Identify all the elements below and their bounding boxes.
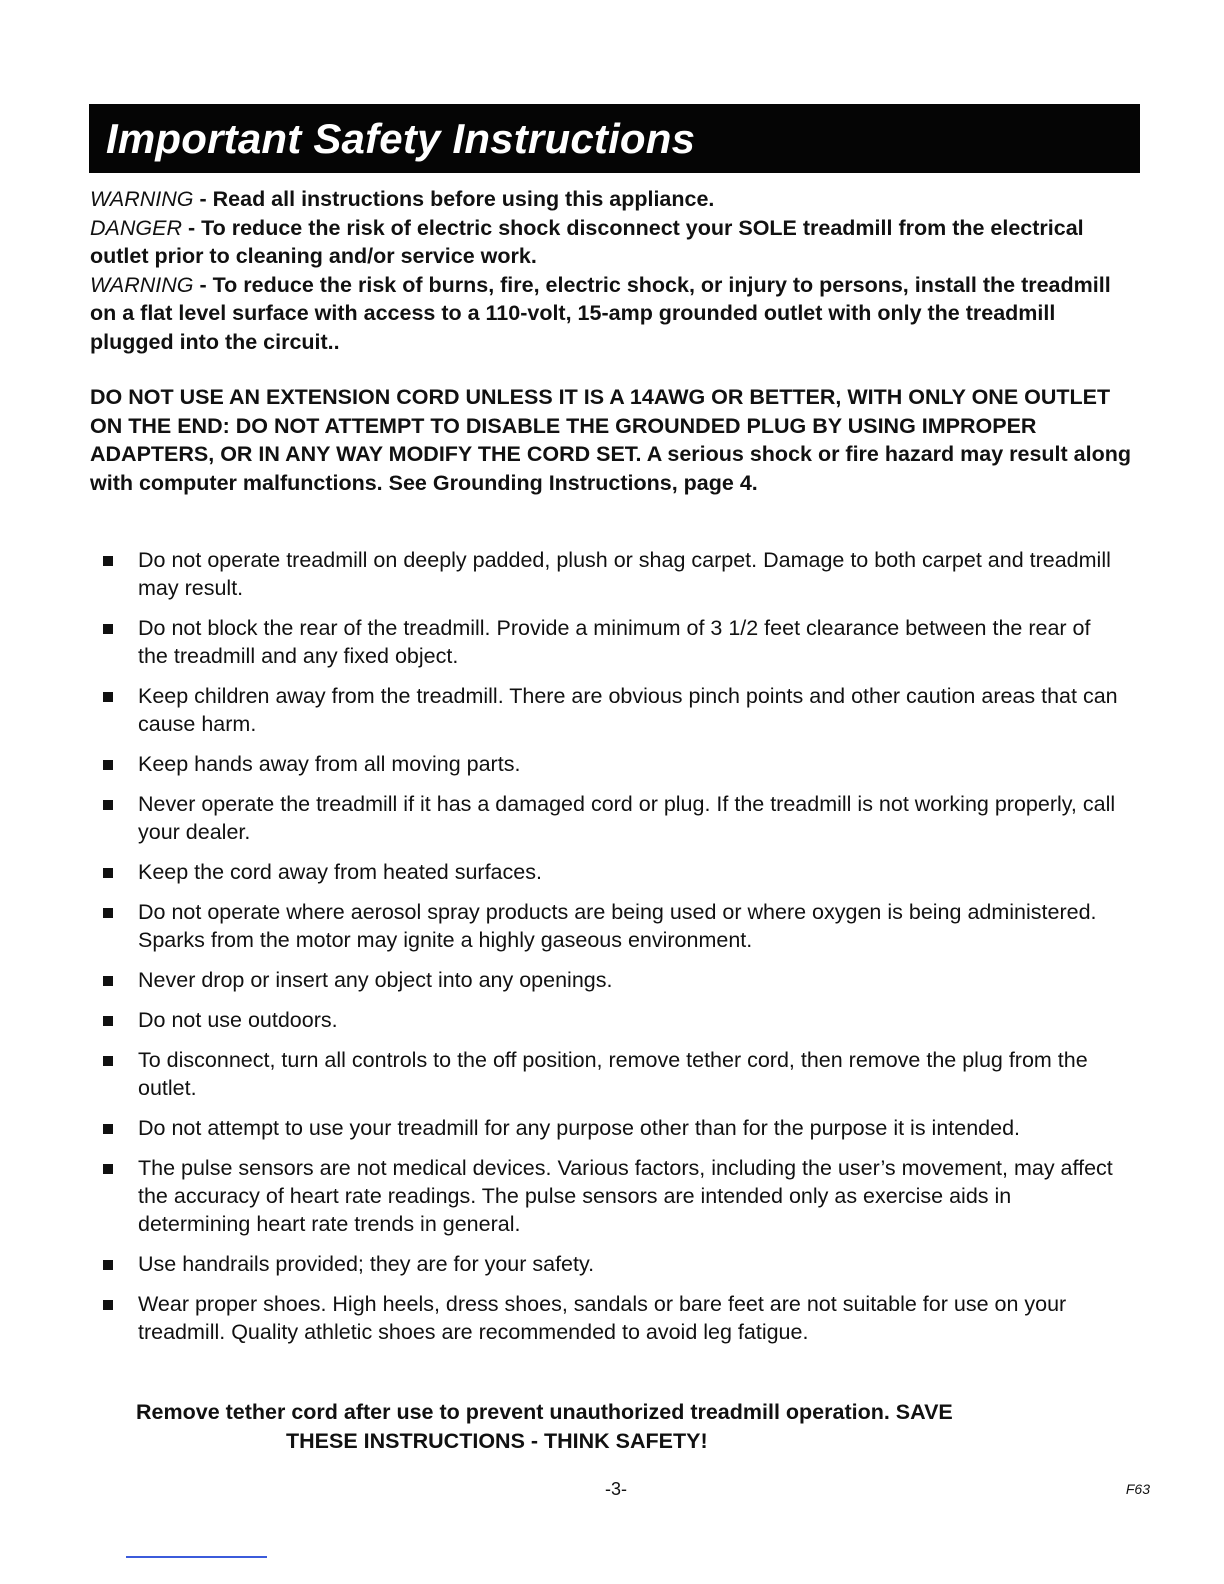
list-item-text: Do not block the rear of the treadmill. Provide a minimum of 3 1/2 feet clearance between the rear of the treadmill and any fixed object. — [138, 616, 1091, 668]
warning-burns-fire — [90, 271, 1135, 357]
list-item — [100, 1114, 1120, 1142]
list-item — [100, 1250, 1120, 1278]
list-item-text: Wear proper shoes. High heels, dress shoes, sandals or bare feet are not suitable for use on your treadmill. Quality athletic shoes are recommended to avoid leg fatigue. — [138, 1292, 1067, 1344]
list-item — [100, 682, 1120, 738]
section-header-bar — [89, 104, 1140, 173]
warning-text: - Read all instructions before using this appliance. — [193, 187, 715, 211]
list-item-text: Keep hands away from all moving parts. — [138, 752, 521, 776]
square-bullet-icon — [103, 692, 113, 702]
warning-label: WARNING — [90, 272, 194, 297]
list-item-text: Use handrails provided; they are for your safety. — [138, 1252, 595, 1276]
danger-electric-shock — [90, 214, 1135, 271]
list-item — [100, 858, 1120, 886]
document-code: F63 — [1125, 1481, 1150, 1497]
safety-instructions-list — [100, 546, 1120, 1358]
list-item — [100, 546, 1120, 602]
page-number: -3- — [605, 1479, 627, 1499]
square-bullet-icon — [103, 1056, 113, 1066]
list-item — [100, 750, 1120, 778]
list-item-text: Never operate the treadmill if it has a damaged cord or plug. If the treadmill is not working properly, call your dealer. — [138, 792, 1116, 844]
warning-read-all — [90, 185, 1135, 214]
list-item-text: The pulse sensors are not medical devices. Various factors, including the user’s movement, may affect the accuracy of heart rate readings. The pulse sensors are intended only as exercise aids in determining heart rate trends in general. — [138, 1156, 1113, 1236]
list-item-text: Keep the cord away from heated surfaces. — [138, 860, 542, 884]
square-bullet-icon — [103, 1260, 113, 1270]
page-title: Important Safety Instructions — [106, 115, 696, 162]
list-item — [100, 1006, 1120, 1034]
closing-safety-note — [120, 1398, 1120, 1455]
list-item — [100, 966, 1120, 994]
list-item — [100, 1290, 1120, 1346]
list-item — [100, 1154, 1120, 1238]
warning-label: WARNING — [90, 187, 194, 211]
square-bullet-icon — [103, 976, 113, 986]
list-item — [100, 1046, 1120, 1102]
list-item-text: Keep children away from the treadmill. There are obvious pinch points and other caution areas that can cause harm. — [138, 684, 1118, 736]
square-bullet-icon — [103, 868, 113, 878]
closing-note-line-2: THESE INSTRUCTIONS - THINK SAFETY! — [286, 1428, 708, 1453]
extension-cord-notice: DO NOT USE AN EXTENSION CORD UNLESS IT IS A 14AWG OR BETTER, WITH ONLY ONE OUTLET ON THE END: DO NOT ATTEMPT TO DISABLE THE GROUNDED PLUG BY USING IMPROPER ADAPTERS, OR IN ANY WAY MODIFY THE CORD SET. A serious shock or fire hazard may result along with computer malfunctions. See Grounding Instructions, page 4. — [90, 385, 1131, 495]
danger-text: - To reduce the risk of electric shock disconnect your SOLE treadmill from the electrical outlet prior to cleaning and/or service work. — [90, 215, 1084, 268]
list-item-text: To disconnect, turn all controls to the off position, remove tether cord, then remove the plug from the outlet. — [138, 1048, 1088, 1100]
square-bullet-icon — [103, 1016, 113, 1026]
scan-edge-line — [126, 1556, 267, 1558]
warning-block — [90, 185, 1135, 356]
warning-text: - To reduce the risk of burns, fire, electric shock, or injury to persons, install the treadmill on a flat level surface with access to a 110-volt, 15-amp grounded outlet with only the treadmill plugged into the circuit.. — [90, 272, 1111, 354]
list-item-text: Never drop or insert any object into any openings. — [138, 968, 613, 992]
list-item — [100, 898, 1120, 954]
square-bullet-icon — [103, 1300, 113, 1310]
square-bullet-icon — [103, 556, 113, 566]
square-bullet-icon — [103, 1164, 113, 1174]
list-item-text: Do not operate treadmill on deeply padded, plush or shag carpet. Damage to both carpet and treadmill may result. — [138, 548, 1111, 600]
list-item-text: Do not attempt to use your treadmill for any purpose other than for the purpose it is intended. — [138, 1116, 1021, 1140]
danger-label: DANGER — [90, 215, 182, 240]
square-bullet-icon — [103, 800, 113, 810]
square-bullet-icon — [103, 760, 113, 770]
list-item-text: Do not operate where aerosol spray products are being used or where oxygen is being administered. Sparks from the motor may ignite a highly gaseous environment. — [138, 900, 1097, 952]
square-bullet-icon — [103, 624, 113, 634]
list-item — [100, 790, 1120, 846]
list-item — [100, 614, 1120, 670]
closing-note-line-1: Remove tether cord after use to prevent unauthorized treadmill operation. SAVE — [136, 1400, 953, 1424]
list-item-text: Do not use outdoors. — [138, 1008, 338, 1032]
square-bullet-icon — [103, 908, 113, 918]
square-bullet-icon — [103, 1124, 113, 1134]
